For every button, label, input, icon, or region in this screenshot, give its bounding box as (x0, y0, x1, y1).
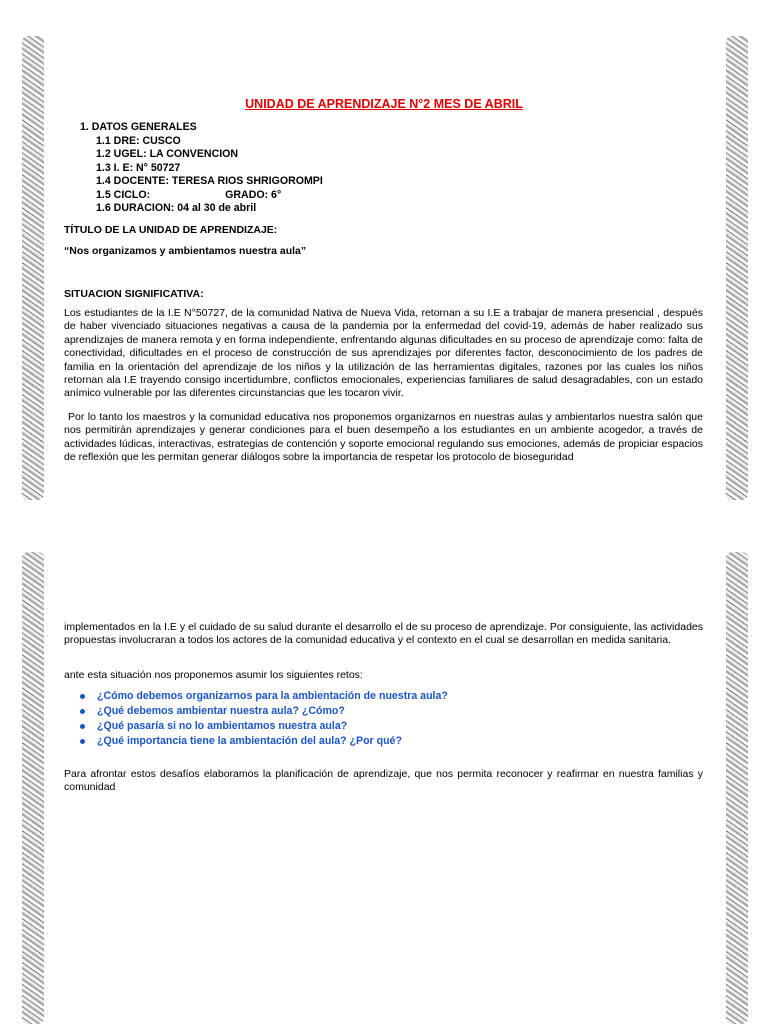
bullet-icon (80, 709, 85, 714)
retos-intro: ante esta situación nos proponemos asumir los siguientes retos: (64, 669, 363, 681)
datos-ciclo-row (80, 189, 323, 203)
bullet-icon (80, 739, 85, 744)
page-gap (0, 500, 768, 552)
datos-generales (80, 121, 323, 216)
list-item: ¿Cómo debemos organizarnos para la ambientación de nuestra aula? (80, 689, 448, 704)
rope-border-right-page2 (726, 552, 748, 1024)
rope-border-left-page2 (22, 552, 44, 1024)
datos-ugel: 1.2 UGEL: LA CONVENCION (96, 148, 239, 160)
situacion-paragraph-2: Por lo tanto los maestros y la comunidad educativa nos proponemos organizarnos en nuestras aulas y ambientarlos nuestra salón que nos permitirán aprendizajes y generar condiciones para el buen desempeño a los estudiantes en un ambiente acogedor, a través de actividades lúdicas, interactivas, estrategias de contención y soporte emocional regulando sus emociones, además de propiciar espacios de reflexión que les permitan generar diálogos sobre la importancia de respetar los protocolo de bioseguridad (64, 411, 703, 464)
list-item: ¿Qué debemos ambientar nuestra aula? ¿Cómo? (80, 704, 448, 719)
page2-paragraph-1: implementados en la I.E y el cuidado de su salud durante el desarrollo el de su proceso de aprendizaje. Por consiguiente, las actividades propuestas involucraran a todos los actores de la comunidad educativa y el contexto en el cual se desarrollan en medida sanitaria. (64, 621, 703, 647)
bullet-icon (80, 694, 85, 699)
datos-ciclo: 1.5 CICLO: (96, 188, 151, 201)
bullet-icon (80, 724, 85, 729)
titulo-label: TÍTULO DE LA UNIDAD DE APRENDIZAJE: (64, 224, 278, 236)
datos-grado: GRADO: 6° (225, 188, 282, 201)
datos-docente: 1.4 DOCENTE: TERESA RIOS SHRIGOROMPI (96, 175, 323, 187)
datos-heading: 1. DATOS GENERALES (80, 121, 197, 133)
list-item: ¿Qué importancia tiene la ambientación del aula? ¿Por qué? (80, 734, 448, 749)
situacion-label: SITUACION SIGNIFICATIVA: (64, 288, 204, 300)
situacion-paragraph-1: Los estudiantes de la I.E N°50727, de la comunidad Nativa de Nueva Vida, retornan a su I.E a trabajar de manera presencial , después de haber vivenciado situaciones negativas a causa de la pandemia por la enfermedad del covid-19, además de haber realizado sus aprendizajes de manera remota y en forma independiente, enfrentando algunas dificultades en su proceso de aprendizaje como: falta de conectividad, dificultades en el proceso de construcción de sus aprendizajes por diferentes factor, desconocimiento de los padres de familia en la orientación del aprendizaje de los niños y la utilización de las herramientas digitales, razones por las cuales los niños retornan ala I.E trayendo consigo incertidumbre, conflictos emocionales, experiencias familiares de salud desagradables, con un estado anímico vulnerable por las diferentes circunstancias que les tocaron vivir. (64, 307, 703, 400)
datos-duracion: 1.6 DURACION: 04 al 30 de abril (96, 202, 257, 214)
datos-dre: 1.1 DRE: CUSCO (96, 134, 181, 147)
closing-paragraph: Para afrontar estos desafíos elaboramos la planificación de aprendizaje, que nos permita reconocer y reafirmar en nuestra familias y comunidad (64, 768, 703, 794)
datos-ie: 1.3 I. E: N° 50727 (96, 161, 181, 174)
list-item: ¿Qué pasaría si no lo ambientamos nuestra aula? (80, 719, 448, 734)
titulo-value: “Nos organizamos y ambientamos nuestra aula” (64, 245, 307, 257)
retos-list (80, 689, 448, 749)
document-title: UNIDAD DE APRENDIZAJE N°2 MES DE ABRIL (245, 97, 523, 111)
